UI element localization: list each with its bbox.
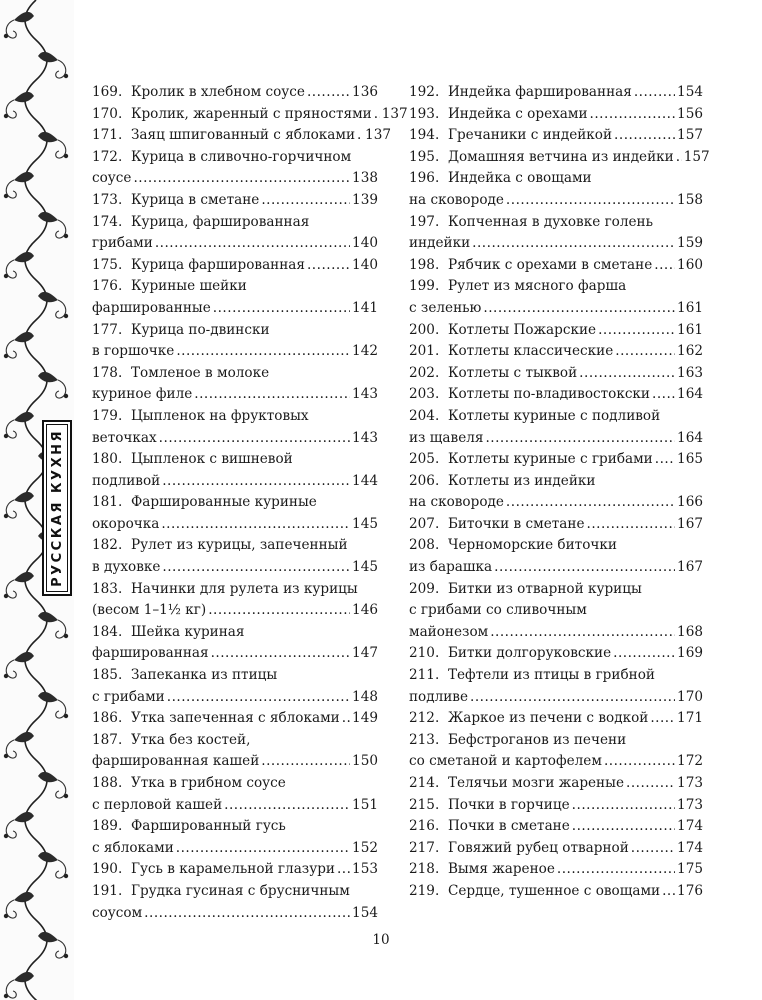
contents-entry[interactable] bbox=[409, 816, 703, 838]
contents-entry[interactable] bbox=[92, 104, 408, 126]
dot-leader bbox=[159, 428, 350, 450]
contents-entry[interactable] bbox=[409, 406, 703, 449]
contents-entry[interactable] bbox=[92, 276, 378, 319]
entry-title: Телячьи мозги жареные bbox=[447, 775, 624, 791]
entry-number: 200. bbox=[409, 321, 440, 338]
contents-entry[interactable] bbox=[409, 125, 703, 147]
contents-entry[interactable] bbox=[92, 82, 378, 104]
contents-entry[interactable] bbox=[92, 622, 378, 665]
entry-title: Заяц шпигованный с яблоками bbox=[130, 127, 356, 144]
entry-number: 196. bbox=[409, 170, 440, 187]
dot-leader bbox=[261, 190, 350, 212]
contents-entry[interactable] bbox=[409, 212, 703, 255]
entry-number: 172. bbox=[92, 148, 123, 165]
entry-number: 207. bbox=[409, 515, 440, 532]
entry-page: 169 bbox=[677, 645, 703, 662]
dot-leader bbox=[342, 708, 350, 730]
entry-title: окорочка bbox=[92, 515, 160, 532]
entry-title: Котлеты по-владивостокски bbox=[447, 386, 650, 403]
dot-leader bbox=[557, 859, 675, 881]
entry-page: 143 bbox=[352, 429, 378, 446]
entry-title: Битки долгоруковские bbox=[447, 645, 612, 662]
entry-title: Копченная в духовке голень bbox=[447, 213, 654, 230]
dot-leader bbox=[213, 298, 350, 320]
entry-page: 138 bbox=[352, 170, 378, 187]
entry-number: 197. bbox=[409, 213, 440, 230]
entry-page: 158 bbox=[677, 191, 703, 208]
dot-leader bbox=[631, 838, 675, 860]
entry-page: 166 bbox=[677, 494, 703, 511]
contents-entry[interactable] bbox=[92, 125, 391, 147]
entry-title: веточках bbox=[92, 429, 157, 446]
entry-title: из щавеля bbox=[409, 429, 484, 446]
dot-leader bbox=[598, 320, 675, 342]
entry-number: 176. bbox=[92, 278, 123, 295]
entry-number: 218. bbox=[409, 861, 440, 878]
entry-page: 174 bbox=[677, 818, 703, 835]
entry-page: 137 bbox=[381, 105, 408, 122]
entry-page: 161 bbox=[677, 299, 703, 316]
entry-number: 210. bbox=[409, 645, 440, 662]
entry-title: Сердце, тушенное с овощами bbox=[447, 882, 661, 899]
entry-page: 139 bbox=[352, 191, 378, 208]
dot-leader bbox=[224, 795, 350, 817]
entry-number: 201. bbox=[409, 343, 440, 360]
contents-entry[interactable] bbox=[92, 190, 378, 212]
entry-page: 174 bbox=[677, 839, 703, 856]
dot-leader bbox=[506, 492, 675, 514]
entry-number: 215. bbox=[409, 796, 440, 813]
entry-title: Цыпленок с вишневой bbox=[130, 451, 293, 468]
entry-page: 143 bbox=[352, 386, 378, 403]
contents-column-left bbox=[92, 82, 408, 924]
dot-leader bbox=[483, 298, 675, 320]
entry-page: 167 bbox=[677, 515, 703, 532]
dot-leader bbox=[307, 82, 350, 104]
entry-title: Говяжий рубец отварной bbox=[447, 839, 629, 856]
entry-title: подливой bbox=[92, 472, 161, 489]
dot-leader bbox=[337, 859, 350, 881]
contents-entry[interactable] bbox=[92, 492, 378, 535]
dot-leader bbox=[604, 751, 675, 773]
entry-title: соусом bbox=[92, 904, 143, 921]
entry-page: 157 bbox=[683, 148, 710, 165]
entry-number: 182. bbox=[92, 537, 123, 554]
entry-page: 147 bbox=[352, 645, 378, 662]
contents-entry[interactable] bbox=[409, 859, 703, 881]
contents-entry[interactable] bbox=[409, 363, 703, 385]
contents-entry[interactable] bbox=[409, 82, 703, 104]
entry-page: 159 bbox=[677, 235, 703, 252]
dot-leader bbox=[155, 233, 350, 255]
dot-leader bbox=[162, 471, 350, 493]
entry-title: Котлеты Пожарские bbox=[447, 321, 597, 338]
contents-entry[interactable] bbox=[92, 320, 378, 363]
contents-entry[interactable] bbox=[92, 859, 378, 881]
entry-number: 202. bbox=[409, 364, 440, 381]
contents-entry[interactable] bbox=[409, 471, 703, 514]
entry-page: 141 bbox=[352, 299, 378, 316]
entry-number: 203. bbox=[409, 386, 440, 403]
entry-title: с яблоками bbox=[92, 839, 174, 856]
entry-title: из барашка bbox=[409, 559, 493, 576]
entry-title: Фаршированный гусь bbox=[130, 818, 286, 835]
entry-title: Гречаники с индейкой bbox=[447, 127, 613, 144]
entry-number: 190. bbox=[92, 861, 123, 878]
entry-page: 151 bbox=[352, 796, 378, 813]
contents-entry[interactable] bbox=[409, 449, 703, 471]
entry-title: фаршированные bbox=[92, 299, 211, 316]
entry-title: Курица в сметане bbox=[130, 191, 260, 208]
entry-title: Фаршированные куриные bbox=[130, 494, 317, 511]
dot-leader bbox=[572, 816, 675, 838]
entry-number: 189. bbox=[92, 818, 123, 835]
contents-entry[interactable] bbox=[92, 406, 378, 449]
entry-title: Котлеты классические bbox=[447, 343, 614, 360]
entry-number: 205. bbox=[409, 451, 440, 468]
dot-leader bbox=[176, 838, 350, 860]
entry-title: Рулет из мясного фарша bbox=[447, 278, 627, 295]
entry-page: 170 bbox=[677, 688, 703, 705]
entry-title: в духовке bbox=[92, 559, 161, 576]
dot-leader bbox=[307, 255, 350, 277]
contents-entry[interactable] bbox=[409, 773, 703, 795]
entry-number: 211. bbox=[409, 667, 440, 684]
entry-page: 140 bbox=[352, 256, 378, 273]
entry-number: 178. bbox=[92, 364, 123, 381]
entry-title: Котлеты из индейки bbox=[447, 472, 596, 489]
dot-leader bbox=[494, 557, 675, 579]
contents-entry[interactable] bbox=[92, 255, 378, 277]
contents-entry[interactable] bbox=[409, 341, 703, 363]
entry-number: 208. bbox=[409, 537, 440, 554]
dot-leader bbox=[144, 903, 350, 925]
contents-entry[interactable] bbox=[92, 730, 378, 773]
dot-leader bbox=[626, 773, 675, 795]
entry-title: Почки в сметане bbox=[447, 818, 570, 835]
dot-leader bbox=[162, 557, 350, 579]
entry-number: 212. bbox=[409, 710, 440, 727]
entry-title: Курица по-двински bbox=[130, 321, 270, 338]
dot-leader bbox=[472, 233, 675, 255]
dot-leader bbox=[261, 751, 350, 773]
entry-page: 161 bbox=[677, 321, 703, 338]
dot-leader bbox=[374, 104, 380, 126]
contents-entry[interactable] bbox=[92, 363, 378, 406]
entry-page: 154 bbox=[677, 84, 703, 100]
contents-entry[interactable] bbox=[92, 708, 378, 730]
entry-title: Тефтели из птицы в грибной bbox=[447, 667, 655, 684]
contents-entry[interactable] bbox=[92, 773, 378, 816]
entry-title: Утка запеченная с яблоками bbox=[130, 710, 340, 727]
dot-leader bbox=[133, 168, 350, 190]
entry-title: Индейка с орехами bbox=[447, 105, 588, 122]
contents-entry[interactable] bbox=[92, 212, 378, 255]
entry-page: 168 bbox=[677, 623, 703, 640]
entry-page: 146 bbox=[352, 602, 378, 619]
entry-title: подливе bbox=[409, 688, 469, 705]
entry-number: 187. bbox=[92, 731, 123, 748]
entry-title: Биточки в сметане bbox=[447, 515, 585, 532]
entry-page: 145 bbox=[352, 515, 378, 532]
entry-title: фаршированная кашей bbox=[92, 753, 260, 770]
entry-page: 149 bbox=[352, 710, 378, 727]
entry-number: 209. bbox=[409, 580, 440, 597]
contents-entry[interactable] bbox=[409, 665, 703, 708]
dot-leader bbox=[211, 643, 350, 665]
entry-number: 188. bbox=[92, 775, 123, 791]
entry-page: 136 bbox=[352, 84, 378, 100]
dot-leader bbox=[572, 795, 675, 817]
entry-number: 213. bbox=[409, 731, 440, 748]
entry-title: индейки bbox=[409, 235, 471, 252]
entry-number: 185. bbox=[92, 667, 123, 684]
entry-number: 195. bbox=[409, 148, 440, 165]
dot-leader bbox=[654, 255, 675, 277]
entry-title: Шейка куриная bbox=[130, 623, 245, 640]
dot-leader bbox=[634, 82, 675, 104]
entry-number: 194. bbox=[409, 127, 440, 144]
entry-title: Индейка фаршированная bbox=[447, 84, 632, 100]
entry-number: 214. bbox=[409, 775, 440, 791]
entry-title: Утка в грибном соусе bbox=[130, 775, 286, 791]
contents-entry[interactable] bbox=[92, 147, 378, 190]
entry-title: Котлеты куриные с подливой bbox=[447, 407, 661, 424]
entry-title: майонезом bbox=[409, 623, 489, 640]
entry-title: Курица, фаршированная bbox=[130, 213, 310, 230]
entry-number: 191. bbox=[92, 882, 123, 899]
dot-leader bbox=[506, 190, 675, 212]
dot-leader bbox=[652, 384, 675, 406]
entry-title: Утка без костей, bbox=[130, 731, 251, 748]
entry-title: грибами bbox=[92, 235, 153, 252]
entry-number: 216. bbox=[409, 818, 440, 835]
dot-leader bbox=[590, 104, 676, 126]
entry-title: куриное филе bbox=[92, 386, 193, 403]
entry-number: 186. bbox=[92, 710, 123, 727]
entry-page: 156 bbox=[677, 105, 703, 122]
contents-entry[interactable] bbox=[409, 384, 703, 406]
entry-title: на сковороде bbox=[409, 494, 504, 511]
contents-entry[interactable] bbox=[409, 255, 703, 277]
entry-title: Кролик в хлебном соусе bbox=[130, 84, 305, 100]
dot-leader bbox=[587, 514, 676, 536]
entry-page: 154 bbox=[352, 904, 378, 921]
entry-title: Вымя жареное bbox=[447, 861, 555, 878]
dot-leader bbox=[676, 147, 682, 169]
dot-leader bbox=[579, 363, 675, 385]
entry-number: 179. bbox=[92, 407, 123, 424]
entry-title: Бефстроганов из печени bbox=[447, 731, 627, 748]
dot-leader bbox=[194, 384, 350, 406]
entry-page: 145 bbox=[352, 559, 378, 576]
contents-entry[interactable] bbox=[409, 730, 703, 773]
entry-number: 192. bbox=[409, 84, 440, 100]
entry-title: (весом 1–1½ кг) bbox=[92, 602, 207, 619]
entry-title: Котлеты с тыквой bbox=[447, 364, 578, 381]
entry-title: Почки в горчице bbox=[447, 796, 570, 813]
entry-page: 144 bbox=[352, 472, 378, 489]
entry-title: Курица в сливочно-горчичном bbox=[130, 148, 352, 165]
dot-leader bbox=[615, 341, 675, 363]
entry-number: 171. bbox=[92, 127, 123, 144]
dot-leader bbox=[662, 881, 675, 903]
entry-number: 193. bbox=[409, 105, 440, 122]
contents-entry[interactable] bbox=[409, 168, 703, 211]
entry-number: 206. bbox=[409, 472, 440, 489]
entry-page: 137 bbox=[365, 127, 391, 144]
entry-page: 142 bbox=[352, 343, 378, 360]
entry-title: в горшочке bbox=[92, 343, 175, 360]
entry-number: 174. bbox=[92, 213, 123, 230]
entry-number: 217. bbox=[409, 839, 440, 856]
entry-title: Курица фаршированная bbox=[130, 256, 305, 273]
contents-entry[interactable] bbox=[409, 708, 703, 730]
dot-leader bbox=[167, 687, 350, 709]
entry-page: 152 bbox=[352, 839, 378, 856]
entry-number: 183. bbox=[92, 580, 123, 597]
dot-leader bbox=[470, 687, 675, 709]
entry-title: с зеленью bbox=[409, 299, 482, 316]
entry-title: со сметаной и картофелем bbox=[409, 753, 602, 770]
dot-leader bbox=[357, 125, 363, 147]
entry-page: 171 bbox=[677, 710, 703, 727]
entry-number: 204. bbox=[409, 407, 440, 424]
entry-page: 172 bbox=[677, 753, 703, 770]
dot-leader bbox=[655, 449, 675, 471]
entry-title: Начинки для рулета из курицы bbox=[130, 580, 358, 597]
contents-entry[interactable] bbox=[409, 795, 703, 817]
entry-number: 170. bbox=[92, 105, 123, 122]
entry-page: 176 bbox=[677, 882, 703, 899]
entry-page: 164 bbox=[677, 429, 703, 446]
entry-number: 198. bbox=[409, 256, 440, 273]
contents-entry[interactable] bbox=[409, 643, 703, 665]
page-number: 10 bbox=[372, 932, 390, 948]
entry-title: Рябчик с орехами в сметане bbox=[447, 256, 653, 273]
entry-page: 153 bbox=[352, 861, 378, 878]
entry-title: Черноморские биточки bbox=[447, 537, 617, 554]
entry-number: 184. bbox=[92, 623, 123, 640]
entry-page: 164 bbox=[677, 386, 703, 403]
dot-leader bbox=[161, 514, 350, 536]
entry-number: 199. bbox=[409, 278, 440, 295]
entry-page: 173 bbox=[677, 775, 703, 791]
entry-title: Домашняя ветчина из индейки bbox=[447, 148, 674, 165]
dot-leader bbox=[650, 708, 675, 730]
contents-column-right bbox=[409, 82, 710, 903]
entry-title: фаршированная bbox=[92, 645, 209, 662]
dot-leader bbox=[490, 622, 675, 644]
contents-entry[interactable] bbox=[409, 104, 703, 126]
entry-title: Грудка гусиная с брусничным bbox=[130, 882, 350, 899]
entry-title: на сковороде bbox=[409, 191, 504, 208]
entry-page: 148 bbox=[352, 688, 378, 705]
contents-entry[interactable] bbox=[92, 816, 378, 859]
entry-title: Котлеты куриные с грибами bbox=[447, 451, 653, 468]
contents-entry[interactable] bbox=[92, 449, 378, 492]
entry-page: 173 bbox=[677, 796, 703, 813]
dot-leader bbox=[613, 643, 675, 665]
entry-title: Жаркое из печени с водкой bbox=[447, 710, 649, 727]
entry-page: 150 bbox=[352, 753, 378, 770]
entry-title: Индейка с овощами bbox=[447, 170, 592, 187]
dot-leader bbox=[485, 428, 675, 450]
contents-entry[interactable] bbox=[92, 881, 378, 924]
contents-entry[interactable] bbox=[409, 881, 703, 903]
side-banner bbox=[42, 420, 72, 596]
contents-entry[interactable] bbox=[409, 514, 703, 536]
contents-entry[interactable] bbox=[409, 276, 703, 319]
entry-title: Кролик, жаренный с пряностями bbox=[130, 105, 372, 122]
dot-leader bbox=[614, 125, 675, 147]
entry-page: 160 bbox=[677, 256, 703, 273]
entry-page: 167 bbox=[677, 559, 703, 576]
entry-number: 219. bbox=[409, 882, 440, 899]
contents-entry[interactable] bbox=[409, 838, 703, 860]
entry-page: 163 bbox=[677, 364, 703, 381]
entry-number: 175. bbox=[92, 256, 123, 273]
contents-entry[interactable] bbox=[92, 665, 378, 708]
contents-entry[interactable] bbox=[92, 579, 378, 622]
entry-title: с грибами bbox=[92, 688, 165, 705]
entry-title: Цыпленок на фруктовых bbox=[130, 407, 309, 424]
entry-title: Томленое в молоке bbox=[130, 364, 270, 381]
entry-page: 140 bbox=[352, 235, 378, 252]
entry-title: Рулет из курицы, запеченный bbox=[130, 537, 348, 554]
entry-number: 177. bbox=[92, 321, 123, 338]
contents-entry[interactable] bbox=[92, 535, 378, 578]
contents-entry[interactable] bbox=[409, 147, 710, 169]
entry-page: 157 bbox=[677, 127, 703, 144]
entry-number: 180. bbox=[92, 451, 123, 468]
entry-title: Гусь в карамельной глазури bbox=[130, 861, 335, 878]
entry-title: Запеканка из птицы bbox=[130, 667, 278, 684]
entry-title: Битки из отварной курицы bbox=[447, 580, 642, 597]
dot-leader bbox=[208, 600, 350, 622]
entry-page: 165 bbox=[677, 451, 703, 468]
contents-entry[interactable] bbox=[409, 320, 703, 342]
entry-number: 169. bbox=[92, 84, 123, 100]
contents-entry[interactable] bbox=[409, 535, 703, 578]
entry-number: 173. bbox=[92, 191, 123, 208]
entry-page: 175 bbox=[677, 861, 703, 878]
entry-title: Куриные шейки bbox=[130, 278, 247, 295]
contents-entry[interactable] bbox=[409, 579, 703, 644]
entry-title: с перловой кашей bbox=[92, 796, 223, 813]
entry-page: 162 bbox=[677, 343, 703, 360]
dot-leader bbox=[176, 341, 350, 363]
side-banner-text: РУССКАЯ КУХНЯ bbox=[49, 429, 65, 587]
entry-number: 181. bbox=[92, 494, 123, 511]
entry-title: с грибами со сливочным bbox=[409, 602, 587, 619]
entry-title: соусе bbox=[92, 170, 132, 187]
